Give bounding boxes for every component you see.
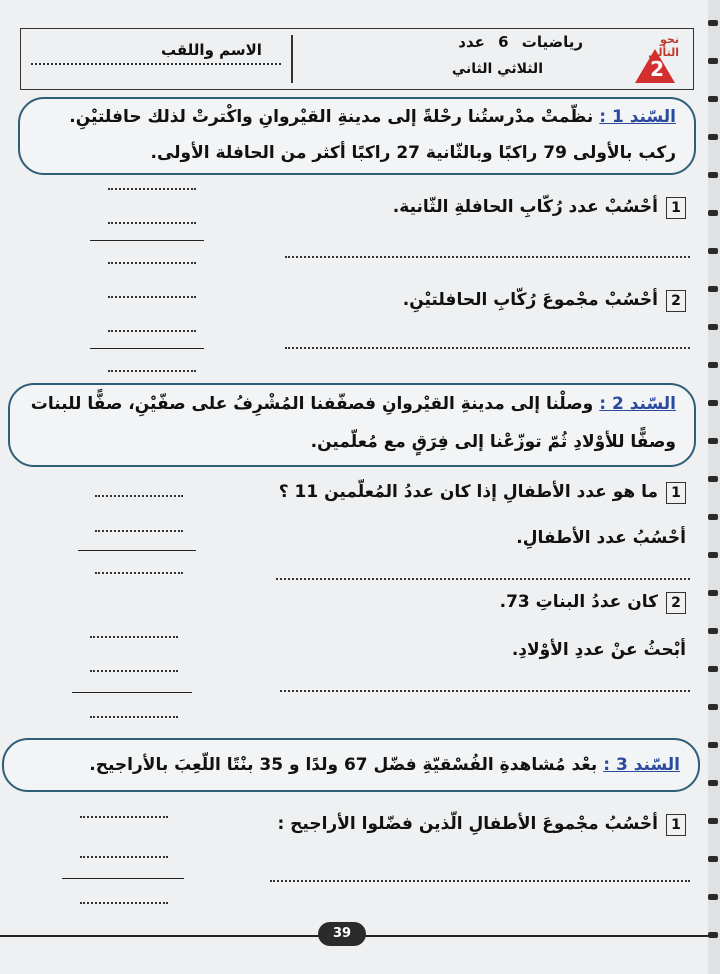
- answer-line[interactable]: [270, 880, 690, 882]
- question-number: 1: [666, 482, 686, 504]
- binding-ring: [708, 286, 718, 292]
- worksheet-header: [20, 28, 694, 90]
- sanad-1-tag: السّند 1 :: [599, 107, 676, 127]
- sanad-1-box: [18, 97, 696, 175]
- page-number: 39: [318, 922, 366, 946]
- calc-bar: [78, 550, 196, 551]
- binding-ring: [708, 818, 718, 824]
- calc-line[interactable]: [90, 636, 178, 638]
- binding-ring: [708, 666, 718, 672]
- binding-ring: [708, 362, 718, 368]
- question-text: أحْسُبُ مجْموعَ الأطفالِ الّذين فضّلوا الأراجيح :: [277, 814, 658, 834]
- binding-ring: [708, 96, 718, 102]
- s1-question-2: [403, 290, 686, 312]
- binding-ring: [708, 704, 718, 710]
- binding-ring: [708, 894, 718, 900]
- binding-ring: [708, 400, 718, 406]
- question-text: ما هو عدد الأطفالِ إذا كان عددُ المُعلّمين 11 ؟: [278, 482, 658, 502]
- binding-ring: [708, 932, 718, 938]
- binding-ring: [708, 742, 718, 748]
- sanad-2-box: [8, 383, 696, 467]
- term-label: الثلاثي الثاني: [451, 61, 543, 77]
- question-number: 2: [666, 290, 686, 312]
- binding-ring: [708, 58, 718, 64]
- sanad-3-box: [2, 738, 700, 792]
- answer-line[interactable]: [285, 256, 690, 258]
- calc-bar: [90, 348, 204, 349]
- calc-line[interactable]: [108, 262, 196, 264]
- sanad-3-text: بعْد مُشاهدةِ الفُسْقيّةِ فضّل 67 ولدًا و 35 بنْتًا اللّعِبَ بالأراجيح.: [89, 755, 598, 775]
- binding-ring: [708, 628, 718, 634]
- binding-ring: [708, 590, 718, 596]
- binding-ring: [708, 20, 718, 26]
- name-label: الاسم واللقب: [161, 41, 262, 59]
- subject-number: 6: [498, 33, 509, 51]
- binding-ring: [708, 438, 718, 444]
- calc-line[interactable]: [108, 222, 196, 224]
- calc-bar: [62, 878, 184, 879]
- subject-title: [458, 33, 583, 51]
- brand-logo: [631, 35, 687, 87]
- s2-question-1-task: أحْسُبُ عدد الأطفالِ.: [516, 528, 686, 548]
- calc-line[interactable]: [108, 188, 196, 190]
- calc-line[interactable]: [95, 530, 183, 532]
- header-divider: [291, 35, 293, 83]
- question-text: كان عددُ البناتِ 73.: [499, 592, 658, 612]
- calc-line[interactable]: [95, 572, 183, 574]
- binding-ring: [708, 210, 718, 216]
- calc-line[interactable]: [80, 902, 168, 904]
- s1-question-1: [393, 197, 686, 219]
- sanad-3-tag: السّند 3 :: [603, 755, 680, 775]
- s2-question-2-task: أبْحثُ عنْ عددِ الأوْلادِ.: [511, 640, 686, 660]
- s3-question-1: [277, 814, 686, 836]
- answer-line[interactable]: [276, 578, 690, 580]
- subject-name: رياضيات: [521, 33, 583, 51]
- calc-line[interactable]: [108, 370, 196, 372]
- binding-ring: [708, 476, 718, 482]
- question-number: 1: [666, 814, 686, 836]
- subject-kind: عدد: [458, 33, 485, 51]
- question-number: 1: [666, 197, 686, 219]
- binding-ring: [708, 248, 718, 254]
- sanad-1-text: نظّمتْ مدْرستُنا رحْلةً إلى مدينةِ القيْروانِ واكْترتْ لذلك حافلتيْنِ. ركب بالأولى 79 راكبًا وبالثّانية 27 راكبًا أكثر من الحافلة الأولى.: [69, 107, 676, 163]
- calc-bar: [90, 240, 204, 241]
- binding-ring: [708, 552, 718, 558]
- sanad-2-tag: السّند 2 :: [599, 394, 676, 414]
- binding-ring: [708, 780, 718, 786]
- name-field[interactable]: [31, 63, 281, 65]
- question-number: 2: [666, 592, 686, 614]
- calc-line[interactable]: [80, 856, 168, 858]
- question-text: أحْسُبْ عدد رُكّابِ الحافلةِ الثّانية.: [392, 197, 658, 217]
- binding-ring: [708, 134, 718, 140]
- calc-line[interactable]: [108, 330, 196, 332]
- calc-bar: [72, 692, 192, 693]
- sanad-2-text: وصلْنا إلى مدينةِ القيْروانِ فصفّفنا المُشْرِفُ على صفّيْنِ، صفًّا للبنات وصفًّا للأوْلادِ ثُمّ توزّعْنا إلى فِرَقٍ مع مُعلّمين.: [30, 394, 676, 452]
- calc-line[interactable]: [108, 296, 196, 298]
- binding-ring: [708, 856, 718, 862]
- calc-line[interactable]: [80, 816, 168, 818]
- calc-line[interactable]: [90, 716, 178, 718]
- answer-line[interactable]: [280, 690, 690, 692]
- s2-question-1: [279, 482, 686, 504]
- spiral-binding: [706, 0, 720, 974]
- binding-ring: [708, 324, 718, 330]
- binding-ring: [708, 514, 718, 520]
- calc-line[interactable]: [95, 495, 183, 497]
- answer-line[interactable]: [285, 347, 690, 349]
- brand-name: نحو التألق: [648, 33, 679, 59]
- s2-question-2: [500, 592, 686, 614]
- binding-ring: [708, 172, 718, 178]
- brand-number: 2: [650, 57, 664, 81]
- question-text: أحْسُبْ مجْموعَ رُكّابِ الحافلتيْنِ.: [402, 290, 658, 310]
- calc-line[interactable]: [90, 670, 178, 672]
